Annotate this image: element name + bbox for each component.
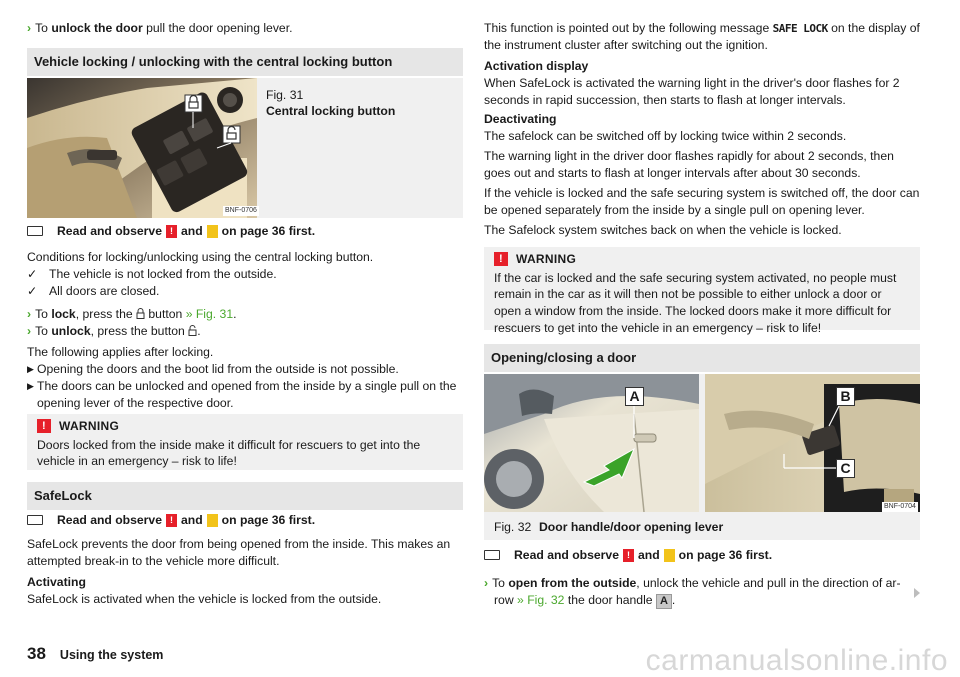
deactivating-title: Deactivating: [484, 112, 557, 126]
warning-icon: !: [166, 225, 177, 238]
caution-icon: [664, 549, 675, 562]
text: All doors are closed.: [49, 283, 160, 298]
conditions-intro: Conditions for locking/unlocking using the central locking button.: [27, 250, 374, 264]
text: .: [671, 592, 676, 607]
book-icon: [27, 226, 43, 236]
switches-text: The Safelock system switches back on when the vehicle is locked.: [484, 223, 842, 237]
warning-text: Doors locked from the inside make it difficult for rescuers to get into the vehicle in an emergency – risk to life!: [37, 437, 421, 469]
list-item: [27, 378, 463, 412]
figure-code: BNF-0704: [884, 503, 916, 510]
deactivating-block: [484, 111, 920, 145]
chevron-icon: ›: [27, 323, 32, 338]
unlock-door-step: [27, 20, 463, 37]
text: and: [638, 548, 660, 562]
list-item: [27, 266, 463, 283]
callout-c: C: [836, 459, 855, 478]
step-line-2: [484, 592, 920, 609]
warning-title: [37, 418, 453, 435]
warning-text: If the car is locked and the safe securing system activated, no people must remain in the car as it will then not be possible to either unlock a door or open a window from the inside. The locked doors make it more difficult for rescuers to get into the vehicle in an emergency – risk to life!: [494, 270, 897, 336]
text: To: [35, 323, 48, 338]
text: the door handle: [567, 592, 653, 607]
figure-label: Fig. 31: [266, 88, 304, 102]
warning-icon: !: [494, 252, 508, 266]
book-icon: [27, 515, 43, 525]
central-locking-button-photo: [27, 78, 257, 218]
function-text: [484, 20, 920, 54]
activating-text: SafeLock is activated when the vehicle is locked from the outside.: [27, 591, 382, 606]
warning-icon: !: [37, 419, 51, 433]
text: Read and observe: [514, 548, 619, 562]
callout-badge: A: [656, 594, 672, 609]
text: To: [35, 307, 48, 321]
check-icon: ✓: [27, 283, 38, 298]
text: WARNING: [516, 252, 577, 266]
text: on page 36 first.: [221, 513, 316, 527]
text: To: [35, 21, 48, 35]
watermark: carmanualsonline.info: [645, 644, 948, 677]
activation-display-block: [484, 58, 920, 108]
callout-b: B: [836, 387, 855, 406]
text: The doors can be unlocked and opened from the inside by a single pull on the opening lever of the respective door.: [37, 378, 457, 410]
deactivating-text: The safelock can be switched off by locking twice within 2 seconds.: [484, 128, 847, 143]
text: row: [494, 592, 514, 607]
activation-title: Activation display: [484, 59, 589, 73]
safelock-text: SafeLock prevents the door from being opened from the inside. This makes an attempted break-in to the vehicle more difficult.: [27, 537, 451, 568]
chevron-icon: ›: [27, 21, 32, 35]
page-number: 38: [27, 644, 46, 663]
section-title-opening-door: Opening/closing a door: [484, 344, 920, 372]
figure-32: [484, 374, 920, 540]
chevron-icon: ›: [484, 576, 489, 590]
text: .: [233, 307, 237, 321]
activating-title: Activating: [27, 575, 86, 589]
lock-steps: [27, 306, 463, 340]
figure-label: Fig. 32: [494, 520, 532, 534]
list-item: [27, 283, 463, 300]
figure-caption: Central locking button: [266, 104, 396, 118]
callout-a: A: [625, 387, 644, 406]
warning-icon: !: [623, 549, 634, 562]
text-bold: unlock the door: [51, 21, 143, 35]
book-icon: [484, 550, 500, 560]
figure-31: [27, 78, 463, 218]
text: Read and observe: [57, 224, 162, 238]
text-bold: lock: [51, 307, 76, 321]
figure-code: BNF-0706: [225, 207, 257, 214]
flash-text: The warning light in the driver door flashes rapidly for about 2 seconds, then goes out and starts to flash at longer intervals after about 30 seconds.: [484, 149, 894, 180]
chevron-icon: ›: [27, 307, 32, 321]
text: Read and observe: [57, 513, 162, 527]
check-icon: ✓: [27, 266, 38, 281]
text: This function is pointed out by the following message: [484, 21, 770, 35]
text: and: [181, 224, 203, 238]
locked-text: If the vehicle is locked and the safe securing system is switched off, the door can be opened separately from the inside by a single pull on opening lever.: [484, 186, 920, 217]
section-title-safelock: SafeLock: [27, 482, 463, 510]
unlock-step: [27, 323, 463, 340]
lock-step: [27, 306, 463, 323]
warning-title: [494, 251, 910, 268]
text: on page 36 first.: [221, 224, 316, 238]
page-footer: [27, 642, 163, 665]
triangle-icon: ▶: [27, 380, 34, 391]
warning-box: [484, 247, 920, 336]
caution-icon: [207, 225, 218, 238]
read-observe-note: [27, 512, 315, 529]
text: , unlock the vehicle and pull in the direction of ar-: [636, 576, 901, 590]
read-observe-note: [27, 223, 315, 240]
safe-lock-message: SAFE LOCK: [772, 22, 828, 35]
lock-icon: [136, 308, 145, 319]
text: Opening the doors and the boot lid from the outside is not possible.: [37, 361, 399, 376]
figure-link[interactable]: » Fig. 32: [517, 592, 565, 607]
text: .: [197, 323, 201, 338]
activation-text: When SafeLock is activated the warning light in the driver's door flashes for 2 seconds in rapid succession, then starts to flash at longer intervals.: [484, 75, 900, 107]
text: button: [148, 307, 183, 321]
figure-caption: Door handle/door opening lever: [539, 520, 724, 534]
text: To: [492, 576, 505, 590]
continue-arrow-icon: [914, 588, 920, 598]
text: WARNING: [59, 419, 120, 433]
text: on the display of the instrument cluster after switching out the ignition.: [484, 21, 920, 52]
caution-icon: [207, 514, 218, 527]
text: on page 36 first.: [678, 548, 773, 562]
conditions-block: [27, 249, 463, 299]
section-title-central-locking: Vehicle locking / unlocking with the central locking button: [27, 48, 463, 76]
activating-block: [27, 574, 463, 608]
text: pull the door opening lever.: [146, 21, 293, 35]
read-observe-note: [484, 547, 772, 564]
list-item: [27, 361, 463, 378]
unlock-icon: [188, 325, 197, 336]
step-line-1: [484, 575, 920, 592]
triangle-icon: ▶: [27, 363, 34, 374]
footer-title: Using the system: [59, 648, 164, 662]
text: The vehicle is not locked from the outside.: [49, 266, 277, 281]
figure-link[interactable]: » Fig. 31: [185, 307, 234, 321]
applies-block: [27, 344, 463, 411]
text: and: [181, 513, 203, 527]
text: , press the: [75, 307, 133, 321]
text-bold: unlock: [51, 323, 91, 338]
applies-intro: The following applies after locking.: [27, 345, 214, 359]
warning-icon: !: [166, 514, 177, 527]
text-bold: open from the outside: [508, 576, 637, 590]
text: , press the button: [90, 323, 185, 338]
warning-box: [27, 414, 463, 470]
open-door-step: [484, 575, 920, 609]
